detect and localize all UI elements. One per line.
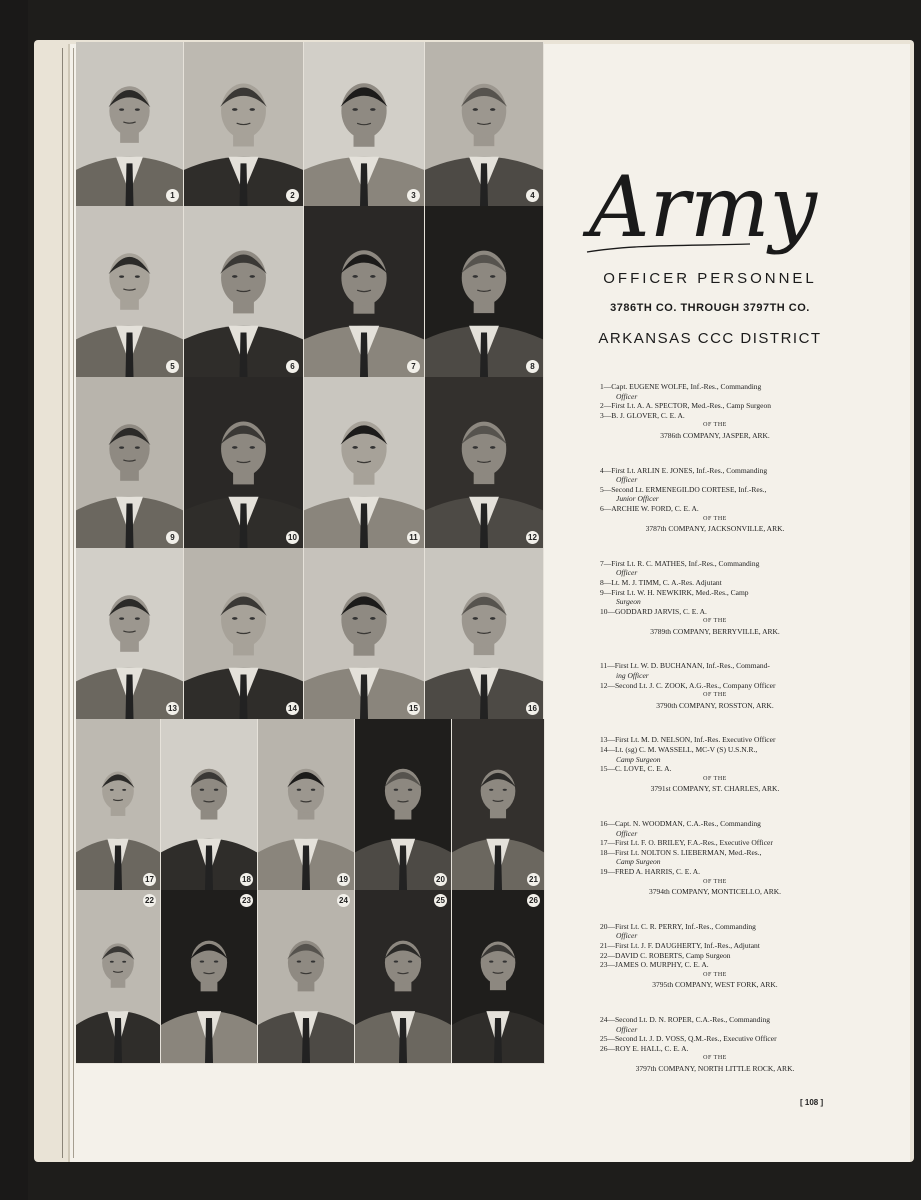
roster-line-continuation: Officer [616,568,638,578]
roster-line: 21—First Lt. J. F. DAUGHERTY, Inf.-Res., Adjutant [600,940,760,950]
portrait-photo [76,206,184,378]
page-title [575,140,835,260]
portrait-photo [76,548,184,720]
photo-number: 19 [337,873,350,886]
roster-line: 2—First Lt. A. A. SPECTOR, Med.-Res., Camp Surgeon [600,401,771,411]
photo-number: 4 [526,189,539,202]
roster-line: 13—First Lt. M. D. NELSON, Inf.-Res. Executive Officer [600,735,776,745]
roster-line: 14—Lt. (sg) C. M. WASSELL, MC-V (S) U.S.N.R., [600,745,758,755]
of-the-label: OF THE [703,878,727,885]
subtitle-company-range: 3786TH CO. THROUGH 3797TH CO. [610,302,810,314]
photo-number: 12 [526,531,539,544]
roster-line: 3—B. J. GLOVER, C. E. A. [600,410,685,420]
roster-line: 6—ARCHIE W. FORD, C. E. A. [600,503,699,513]
photo-number: 11 [407,531,420,544]
photo-number: 10 [286,531,299,544]
scan-edge [0,0,28,1200]
photo-number: 14 [286,702,299,715]
of-the-label: OF THE [703,515,727,522]
roster-line: 22—DAVID C. ROBERTS, Camp Surgeon [600,950,731,960]
portrait-photo [184,42,304,207]
subtitle-officer-personnel: OFFICER PERSONNEL [603,270,817,287]
portrait-photo [76,890,161,1064]
photo-number: 24 [337,894,350,907]
photo-number: 6 [286,360,299,373]
photo-number: 21 [527,873,540,886]
of-the-label: OF THE [703,775,727,782]
roster-line-continuation: Camp Surgeon [616,754,661,764]
company-name: 3795th COMPANY, WEST FORK, ARK. [652,980,778,990]
portrait-photo [258,890,355,1064]
portrait-photo [184,377,304,549]
page-gutter [62,48,74,1158]
portrait-photo [161,719,258,891]
photo-number: 3 [407,189,420,202]
photo-number: 15 [407,702,420,715]
portrait-row [76,42,544,206]
company-entry [600,382,830,441]
portrait-photo [452,719,545,891]
portrait-photo [425,377,544,549]
roster-line: 19—FRED A. HARRIS, C. E. A. [600,866,701,876]
company-entry [600,922,830,990]
photo-number: 26 [527,894,540,907]
photo-number: 23 [240,894,253,907]
roster-line: 16—Capt. N. WOODMAN, C.A.-Res., Commanding [600,819,761,828]
roster-line: 17—First Lt. F. O. BRILEY, F.A.-Res., Executive Officer [600,838,773,848]
of-the-label: OF THE [703,692,727,699]
photo-number: 18 [240,873,253,886]
portrait-photo [184,548,304,720]
of-the-label: OF THE [703,422,727,429]
roster-line-continuation: Officer [616,931,638,941]
of-the-label: OF THE [703,618,727,625]
photo-number: 13 [166,702,179,715]
roster-line-continuation: Officer [616,391,638,401]
company-entry [600,735,830,794]
portrait-photo [355,719,452,891]
portrait-photo [304,42,425,207]
company-entry [600,1015,830,1074]
photo-number: 8 [526,360,539,373]
photo-number: 25 [434,894,447,907]
portrait-row [76,719,545,890]
photo-number: 16 [526,702,539,715]
of-the-label: OF THE [703,1055,727,1062]
roster-line: 20—First Lt. C. R. PERRY, Inf.-Res., Commanding [600,921,756,931]
portrait-photo [304,206,425,378]
company-name: 3791st COMPANY, ST. CHARLES, ARK. [650,784,780,794]
roster-line-continuation: Junior Officer [616,494,659,504]
company-entry [600,559,830,637]
portrait-photo [425,206,544,378]
portrait-row [76,890,545,1063]
portrait-photo [161,890,258,1064]
roster-line: 23—JAMES O. MURPHY, C. E. A. [600,960,709,970]
company-entry [600,819,830,897]
roster-line: 25—Second Lt. J. D. VOSS, Q.M.-Res., Executive Officer [600,1034,777,1044]
portrait-grid [76,42,540,1063]
portrait-photo [304,377,425,549]
page-number: [ 108 ] [800,1098,824,1107]
photo-number: 22 [143,894,156,907]
company-name: 3794th COMPANY, MONTICELLO, ARK. [648,887,782,897]
roster-line: 10—GODDARD JARVIS, C. E. A. [600,606,707,616]
photo-number: 2 [286,189,299,202]
portrait-photo [76,377,184,549]
roster-line-continuation: Camp Surgeon [616,857,661,867]
roster-line: 9—First Lt. W. H. NEWKIRK, Med.-Res., Camp [600,587,749,597]
roster-line: 12—Second Lt. J. C. ZOOK, A.G.-Res., Company Officer [600,680,776,690]
company-name: 3797th COMPANY, NORTH LITTLE ROCK, ARK. [635,1063,795,1073]
portrait-row [76,206,544,377]
company-name: 3787th COMPANY, JACKSONVILLE, ARK. [645,524,785,534]
company-name: 3786th COMPANY, JASPER, ARK. [660,430,770,440]
roster-line: 7—First Lt. R. C. MATHES, Inf.-Res., Commanding [600,558,760,568]
company-name: 3789th COMPANY, BERRYVILLE, ARK. [650,626,780,636]
company-name: 3790th COMPANY, ROSSTON, ARK. [656,700,774,710]
roster-line: 18—First Lt. NOLTON S. LIEBERMAN, Med.-Res., [600,847,762,857]
photo-number: 1 [166,189,179,202]
roster-line: 4—First Lt. ARLIN E. JONES, Inf.-Res., Commanding [600,465,768,475]
roster-line: 24—Second Lt. D. N. ROPER, C.A.-Res., Commanding [600,1014,770,1024]
photo-number: 5 [166,360,179,373]
portrait-photo [425,42,544,207]
of-the-label: OF THE [703,971,727,978]
subtitle-district: ARKANSAS CCC DISTRICT [598,330,822,347]
photo-number: 17 [143,873,156,886]
photo-number: 7 [407,360,420,373]
photo-number: 9 [166,531,179,544]
roster-line: 11—First Lt. W. D. BUCHANAN, Inf.-Res., Command- [600,661,770,671]
portrait-photo [76,42,184,207]
portrait-row [76,377,544,548]
portrait-row [76,548,544,719]
title-script: Army [589,158,817,256]
roster-line-continuation: Officer [616,475,638,485]
portrait-photo [452,890,545,1064]
photo-number: 20 [434,873,447,886]
portrait-photo [76,719,161,891]
portrait-photo [184,206,304,378]
roster-line-continuation: ing Officer [616,671,649,681]
roster-line: 1—Capt. EUGENE WOLFE, Inf.-Res., Commanding [600,382,762,391]
roster-line-continuation: Officer [616,828,638,838]
roster-line: 26—ROY E. HALL, C. E. A. [600,1043,689,1053]
roster-line-continuation: Surgeon [616,597,641,607]
portrait-photo [258,719,355,891]
roster-line: 8—Lt. M. J. TIMM, C. A.-Res. Adjutant [600,577,722,587]
company-entry [600,466,830,534]
portrait-photo [425,548,544,720]
roster-line: 15—C. LOVE, C. E. A. [600,764,672,774]
roster-line: 5—Second Lt. ERMENEGILDO CORTESE, Inf.-Res., [600,484,767,494]
company-entry [600,661,830,710]
roster-line-continuation: Officer [616,1024,638,1034]
portrait-photo [355,890,452,1064]
officer-roster [600,382,830,1098]
portrait-photo [304,548,425,720]
